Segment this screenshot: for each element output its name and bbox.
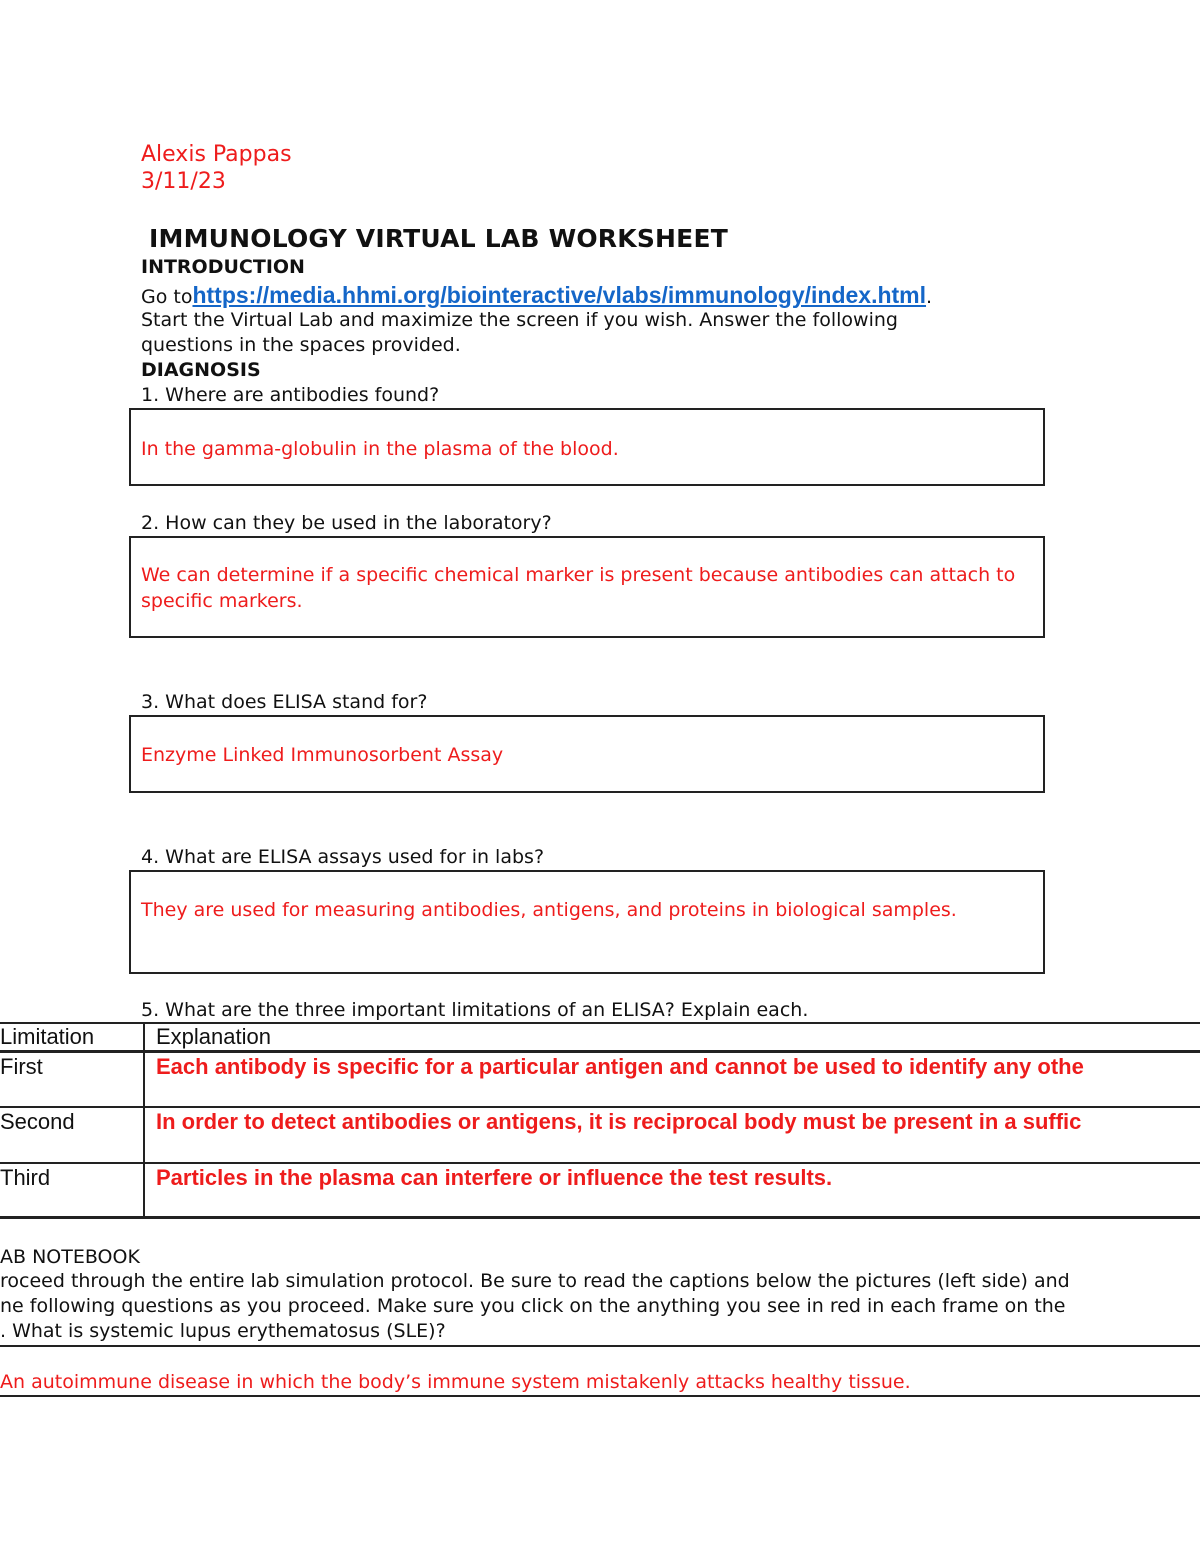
lab-notebook-heading: AB NOTEBOOK bbox=[0, 1246, 140, 1268]
answer-box-bottom-rule bbox=[0, 1395, 1200, 1397]
goto-line bbox=[141, 282, 932, 309]
table-rule bbox=[0, 1216, 1200, 1219]
table-row-label: First bbox=[0, 1054, 43, 1079]
goto-prefix: Go to bbox=[141, 286, 193, 308]
student-name: Alexis Pappas bbox=[141, 142, 292, 167]
date: 3/11/23 bbox=[141, 169, 226, 194]
table-row-label: Second bbox=[0, 1109, 75, 1134]
instructions-line-2: questions in the spaces provided. bbox=[141, 334, 461, 356]
table-row-explanation: Each antibody is specific for a particular antigen and cannot be used to identify any othe bbox=[156, 1054, 1084, 1079]
table-row-explanation: Particles in the plasma can interfere or influence the test results. bbox=[156, 1165, 833, 1190]
url-suffix: . bbox=[926, 286, 933, 308]
table-header-explanation: Explanation bbox=[156, 1024, 271, 1049]
lab-url-link[interactable]: https://media.hhmi.org/biointeractive/vlabs/immunology/index.html bbox=[192, 282, 927, 308]
question-2: 2. How can they be used in the laboratory? bbox=[141, 512, 552, 534]
table-rule bbox=[0, 1050, 1200, 1053]
table-row-explanation: In order to detect antibodies or antigens, it is reciprocal body must be present in a suffic bbox=[156, 1109, 1082, 1134]
diagnosis-heading: DIAGNOSIS bbox=[141, 359, 261, 381]
table-rule bbox=[0, 1106, 1200, 1108]
sle-question: . What is systemic lupus erythematosus (SLE)? bbox=[0, 1320, 446, 1342]
answer-4: They are used for measuring antibodies, antigens, and proteins in biological samples. bbox=[141, 899, 957, 921]
question-3: 3. What does ELISA stand for? bbox=[141, 691, 428, 713]
answer-box-3[interactable] bbox=[129, 715, 1045, 793]
answer-box-2[interactable] bbox=[129, 536, 1045, 638]
sle-answer[interactable]: An autoimmune disease in which the body’s immune system mistakenly attacks healthy tissue. bbox=[0, 1371, 911, 1393]
table-row-label: Third bbox=[0, 1165, 51, 1190]
answer-box-1[interactable] bbox=[129, 408, 1045, 486]
table-header-limitation: Limitation bbox=[0, 1024, 95, 1049]
answer-box-top-rule bbox=[0, 1345, 1200, 1347]
question-1: 1. Where are antibodies found? bbox=[141, 384, 440, 406]
table-rule bbox=[0, 1162, 1200, 1164]
page-title: IMMUNOLOGY VIRTUAL LAB WORKSHEET bbox=[149, 224, 728, 253]
answer-2: We can determine if a specific chemical marker is present because antibodies can attach to specific markers. bbox=[141, 564, 1016, 612]
instructions-line-1: Start the Virtual Lab and maximize the screen if you wish. Answer the following bbox=[141, 309, 898, 331]
answer-1: In the gamma-globulin in the plasma of the blood. bbox=[141, 438, 619, 460]
introduction-heading: INTRODUCTION bbox=[141, 256, 305, 278]
answer-box-4[interactable] bbox=[129, 870, 1045, 974]
question-4: 4. What are ELISA assays used for in labs? bbox=[141, 846, 545, 868]
answer-3: Enzyme Linked Immunosorbent Assay bbox=[141, 744, 504, 766]
lab-notebook-line-2: ne following questions as you proceed. Make sure you click on the anything you see in red in each frame on the bbox=[0, 1295, 1066, 1317]
table-column-divider bbox=[143, 1022, 145, 1218]
lab-notebook-line-1: roceed through the entire lab simulation protocol. Be sure to read the captions below the pictures (left side) and bbox=[0, 1270, 1070, 1292]
question-5: 5. What are the three important limitations of an ELISA? Explain each. bbox=[141, 999, 809, 1021]
